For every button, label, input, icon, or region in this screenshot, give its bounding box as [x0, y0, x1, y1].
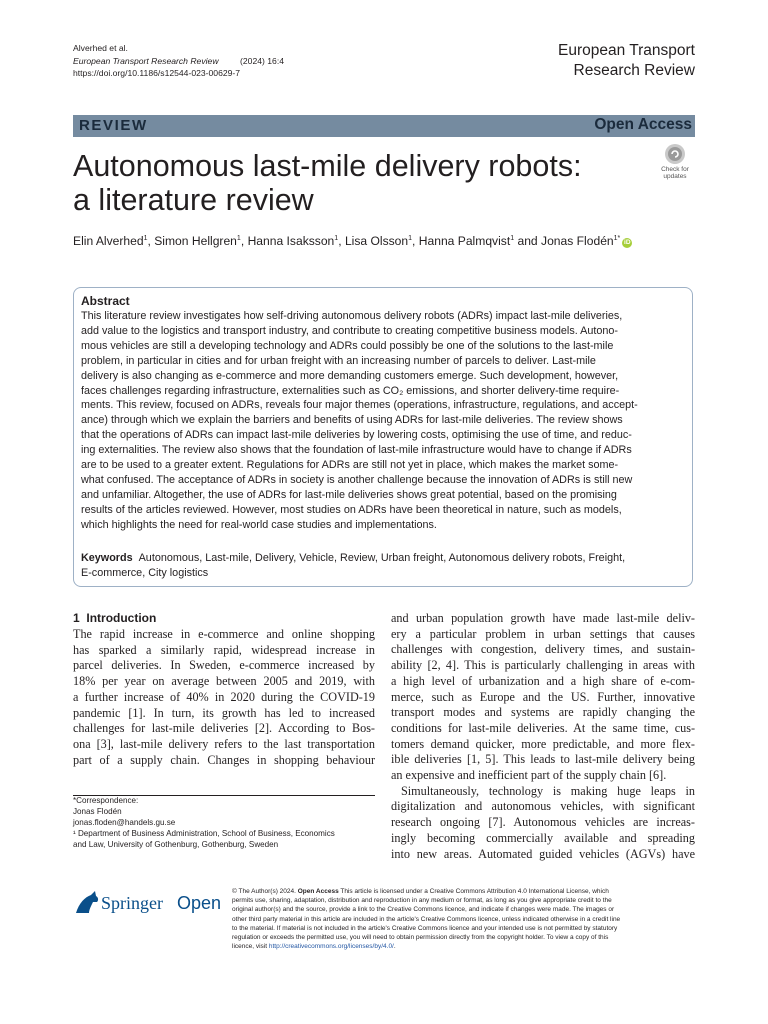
author-name[interactable]: Elin Alverhed [73, 234, 144, 249]
body-line: an expensive and inefficient part of the supply chain [6]. [391, 768, 667, 783]
abstract-line: that the operations of ADRs can impact last-mile deliveries by lowering costs, optimising the use of time, and reduc- [81, 429, 632, 442]
header-volume: (2024) 16:4 [240, 55, 284, 66]
license-link[interactable]: http://creativecommons.org/licenses/by/4.0/ [268, 943, 394, 951]
keywords-line: Autonomous, Last-mile, Delivery, Vehicle, Review, Urban freight, Autonomous delivery robots, Freight, [138, 552, 626, 564]
body-line: Simultaneously, technology is making huge leaps in [401, 783, 695, 798]
footnote [73, 796, 375, 851]
license-open-access: Open Access [297, 888, 339, 895]
body-line: conditions for last-mile deliveries. At the same time, cus- [391, 720, 695, 735]
body-line: challenges with congestion, delivery times, and sustain- [391, 642, 695, 657]
abstract-line: and unfamiliar. Altogether, the use of ADRs for last-mile deliveries shows great potential, based on the promising [81, 488, 617, 501]
body-line: a further increase of 40% in 2020 during the COVID-19 [73, 689, 375, 704]
abstract-line: ments. This review, focused on ADRs, reveals four major themes (operations, infrastructure, regulations, and accept- [81, 399, 638, 412]
abstract-line: which highlights the need for real-world case studies and implementations. [81, 518, 437, 531]
abstract-line: are to be used to a greater extent. Regulations for ADRs are still not yet in place, which makes the market some- [81, 459, 619, 472]
body-line: and urban population growth have made last-mile deliv- [391, 611, 695, 625]
header-doi[interactable]: https://doi.org/10.1186/s12544-023-00629-7 [73, 68, 241, 78]
abstract-line: faces challenges regarding infrastructure, externalities such as CO₂ emissions, and shorter delivery-time require- [81, 384, 620, 397]
abstract-line: problem, in particular in cities and for urban freight with an increasing number of parcels to deliver. Last-mile [81, 354, 596, 367]
abstract-line: ance) through which we explain the barriers and benefits of using ADRs for last-mile deliveries. The review shows [81, 414, 623, 427]
body-line: ingly becoming commercially available and spreading [391, 830, 695, 845]
license-line: permits use, sharing, adaptation, distribution and reproduction in any medium or format, as long as you give appropriate credit to the [232, 897, 612, 905]
body-line: ona [3], last-mile delivery refers to the last transportation [73, 736, 375, 751]
author-name[interactable]: Simon Hellgren [154, 234, 237, 249]
license-visit: licence, visit [232, 943, 268, 951]
abstract-line: results of the articles reviewed. However, most studies on ADRs have been theoretical in nature, such as models, [81, 503, 622, 516]
journal-name-line1: European Transport [557, 42, 695, 59]
article-title [73, 149, 633, 217]
check-updates-line1: Check for [661, 166, 689, 173]
check-for-updates-badge[interactable] [655, 141, 695, 181]
abstract-line: ing externalities. The review also shows that the foundation of last-mile infrastructure would have to change if ADRs [81, 444, 632, 457]
license-period: . [393, 943, 396, 951]
keywords-label: Keywords [81, 552, 133, 564]
author-name[interactable]: Hanna Isaksson [247, 234, 335, 249]
title-line1: Autonomous last-mile delivery robots: [73, 149, 582, 183]
header-journal: European Transport Research Review [73, 55, 219, 66]
abstract-text [81, 309, 681, 533]
body-column-left [73, 627, 375, 768]
body-line: pandemic [1]. In turn, its growth has led to increased [73, 705, 375, 720]
section-number: 1 [73, 611, 80, 625]
body-line: part of a supply chain. Changes in shopping behaviour [73, 752, 375, 767]
keywords [81, 551, 681, 581]
footnote-name: Jonas Flodén [73, 806, 122, 816]
author-affiliation: 1 [510, 235, 515, 242]
author-affiliation: 1 [236, 235, 241, 242]
author-name[interactable]: Hanna Palmqvist [418, 234, 511, 249]
footnote-correspondence: *Correspondence: [73, 796, 139, 805]
body-line: research ongoing [7]. Autonomous vehicles are increas- [391, 815, 695, 830]
body-line: ery a particular problem in urban settings that causes [391, 626, 695, 641]
footnote-affiliation: ¹ Department of Business Administration, School of Business, Economics [73, 828, 335, 838]
author-affiliation: 1 [334, 235, 339, 242]
body-line: merce, such as Europe and the US. Further, innovative [391, 689, 695, 704]
springer-horse-icon [73, 887, 223, 919]
footnote-email[interactable]: jonas.floden@handels.gu.se [73, 817, 176, 827]
authors-and: and [517, 234, 538, 249]
body-line: ability [2, 4]. This is particularly challenging in areas with [391, 658, 695, 673]
author-affiliation: 1 [143, 235, 148, 242]
abstract-line: add value to the logistics and transport industry, and contribute to creating competitive business models. Autono- [81, 324, 618, 337]
author-name[interactable]: Jonas Flodén [541, 234, 614, 249]
body-line: into new areas. Automated guided vehicles (AGVs) have [391, 846, 695, 861]
license-text [232, 887, 694, 951]
author-list: Elin Alverhed$^1$, Simon Hellgren$^1$, Hanna Isaksson$^1$, Lisa Olsson$^1$, Hanna Palmqvist$^1$ and Jonas Flodén$^{1*}$iD [73, 234, 631, 249]
body-line: a high level of urbanization and a high share of e-com- [391, 673, 695, 688]
section-title: Introduction [86, 611, 157, 625]
body-line: parcel deliveries. In Sweden, e-commerce increased by [73, 658, 375, 673]
body-line: digitalization and autonomous vehicles, with significant [391, 799, 695, 814]
keywords-line: E-commerce, City logistics [81, 566, 209, 579]
open-access-label: Open Access [594, 116, 692, 133]
license-line: original author(s) and the source, provide a link to the Creative Commons licence, and indicate if changes were made. The images or [232, 906, 615, 914]
body-line: challenges for last-mile deliveries [2]. According to Bos- [73, 721, 375, 736]
body-line: has sparked a similarly rapid, widespread increase in [73, 642, 375, 657]
license-copyright: © The Author(s) 2024. [232, 888, 296, 895]
orcid-icon[interactable]: iD [624, 239, 631, 247]
body-line: 18% per year on average between 2005 and 2019, with [73, 674, 375, 689]
section-heading [73, 611, 156, 626]
check-updates-line2: updates [663, 173, 687, 180]
running-header [73, 42, 284, 80]
abstract-heading: Abstract [81, 294, 130, 308]
abstract-line: delivery is also changing as e-commerce and more demanding customers emerge. Such development, however, [81, 369, 619, 382]
body-line: The rapid increase in e-commerce and online shopping [73, 627, 375, 641]
springer-word: Springer [101, 893, 163, 913]
header-authors: Alverhed et al. [73, 43, 128, 53]
license-line: This article is licensed under a Creative Commons Attribution 4.0 International License, which [340, 888, 609, 895]
body-line: ible deliveries [1, 5]. This leads to last-mile delivery being [391, 752, 695, 767]
footnote-affiliation-cont: and Law, University of Gothenburg, Gothenburg, Sweden [73, 839, 279, 849]
title-line2: a literature review [73, 183, 314, 217]
body-line: transport modes and systems are rapidly changing the [391, 705, 695, 720]
author-affiliation: 1 [408, 235, 413, 242]
body-column-right [391, 611, 695, 862]
check-updates-icon [655, 141, 695, 181]
license-line: other third party material in this article are included in the article's Creative Commons licence, unless indicated otherwise in a credit line [232, 915, 621, 923]
license-line: to the material. If material is not included in the article's Creative Commons licence and your intended use is not permitted by statutory [232, 924, 618, 932]
body-line: tomers demand quicker, more predictable, and more flex- [391, 736, 695, 751]
license-line: regulation or exceeds the permitted use, you will need to obtain permission directly from the copyright holder. To view a copy of this [232, 934, 609, 942]
journal-name-line2: Research Review [573, 61, 695, 79]
open-word: Open [177, 893, 222, 913]
abstract-line: This literature review investigates how self-driving autonomous delivery robots (ADRs) impact last-mile deliveries, [81, 310, 623, 322]
author-name[interactable]: Lisa Olsson [344, 234, 409, 249]
journal-name [558, 41, 695, 80]
author-affiliation: 1* [613, 235, 621, 242]
article-type-label: REVIEW [79, 117, 148, 134]
springer-open-logo [73, 887, 223, 924]
abstract-line: mous vehicles are still a developing technology and ADRs could possibly be one of the solutions to the last-mile [81, 339, 614, 352]
abstract-line: what confused. The acceptance of ADRs in society is another challenge because the innovation of ADRs is still new [81, 473, 633, 486]
